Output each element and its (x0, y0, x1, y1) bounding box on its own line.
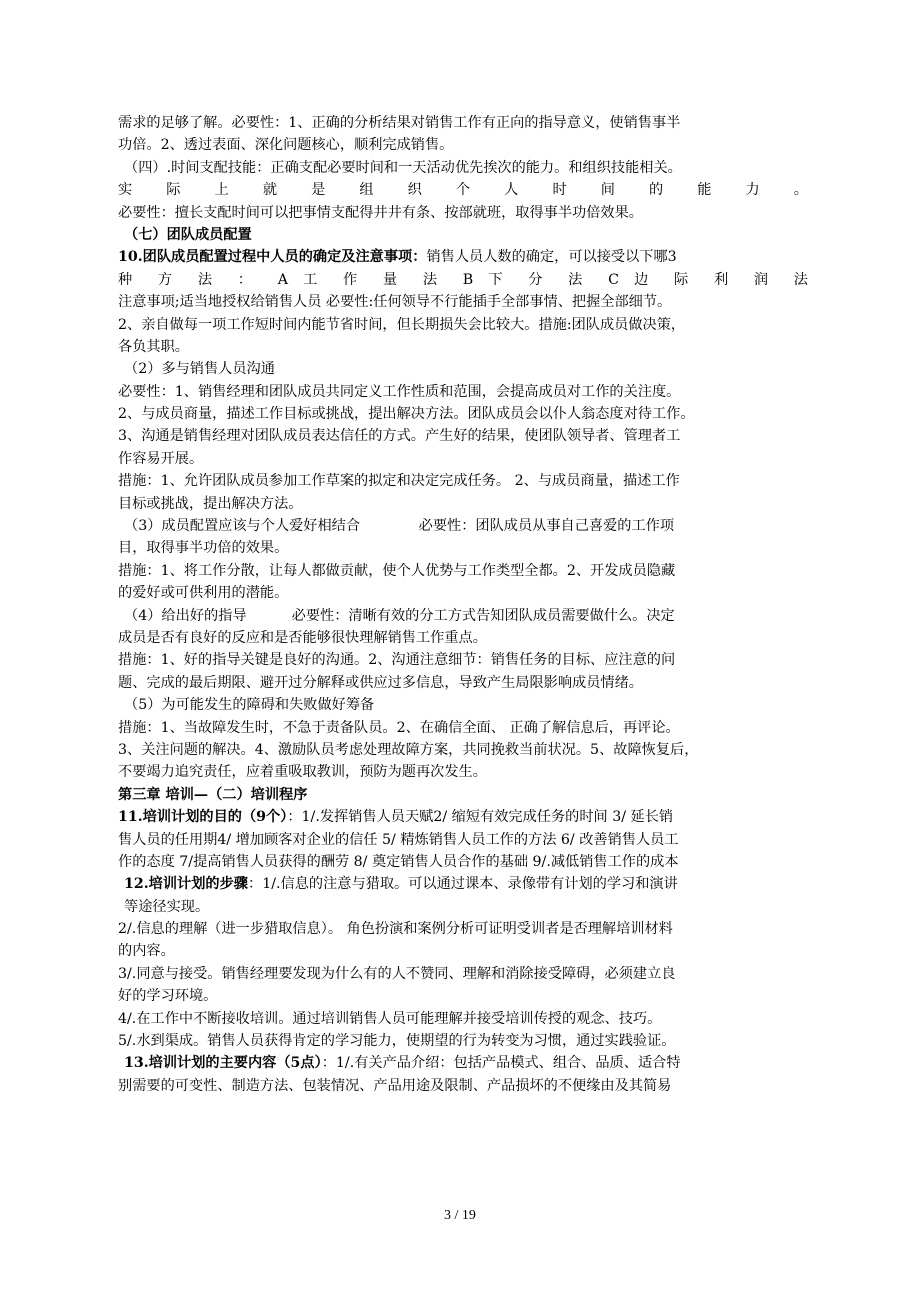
text-line: 作容易开展。 (118, 450, 204, 467)
text-line: 不要竭力追究责任，应着重吸取教训，预防为题再次发生。 (118, 764, 487, 781)
text-line (118, 873, 808, 895)
text-line: 作的态度 7/提高销售人员获得的酬劳 8/ 奠定销售人员合作的基础 9/.减低销售工作的成本 (118, 853, 679, 870)
text-line: 措施：1、将工作分散，让每人都做贡献，使个人优势与工作类型全都。2、开发成员隐藏 (118, 562, 676, 579)
item-text: ：1/.发挥销售人员天赋2/ 缩短有效完成任务的时间 3/ 延长销 (287, 809, 674, 826)
text-line: 必要性：1、销售经理和团队成员共同定义工作性质和范围，会提高成员对工作的关注度。 (118, 383, 681, 400)
text-line (118, 806, 808, 828)
text-line: 成员是否有良好的反应和是否能够很快理解销售工作重点。 (118, 629, 487, 646)
text-line: 3、关注问题的解决。4、激励队员考虑处理故障方案，共同挽救当前状况。5、故障恢复后， (118, 741, 699, 758)
text-line: 5/.水到渠成。销售人员获得肯定的学习能力，使期望的行为转变为习惯，通过实践验证。 (118, 1033, 676, 1050)
text-line: （5）为可能发生的障碍和失败做好筹备 (124, 697, 375, 714)
text-line: 必要性：擅长支配时间可以把事情支配得井井有条、按部就班，取得事半功倍效果。 (118, 204, 643, 221)
text-line: （四）.时间支配技能：正确支配必要时间和一天活动优先挨次的能力。和组织技能相关。 (124, 159, 682, 176)
text-line: 3/.同意与接受。销售经理要发现为什么有的人不赞同、理解和消除接受障碍，必须建立良 (118, 965, 676, 982)
text-line: 措施：1、允许团队成员参加工作草案的拟定和决定完成任务。 2、与成员商量，描述工作 (118, 473, 680, 490)
text-line: 需求的足够了解。必要性：1、正确的分析结果对销售工作有正向的指导意义，使销售事半 (118, 115, 681, 131)
text-line (118, 246, 808, 268)
item-heading: 11.培训计划的目的（9个） (118, 809, 288, 826)
text-line: 实 际 上 就 是 组 织 个 人 时 间 的 能 力 。 (118, 182, 808, 199)
chapter-heading: 第三章 培训—（二）培训程序 (118, 786, 308, 803)
page-number: 3 / 19 (444, 1208, 476, 1223)
text-line: 目，取得事半功倍的效果。 (118, 540, 289, 557)
text-line: （3）成员配置应该与个人爱好相结合 必要性：团队成员从事自己喜爱的工作项 (124, 518, 675, 535)
text-line: 的爱好或可供利用的潜能。 (118, 585, 289, 602)
document-body (118, 112, 808, 1097)
text-line: 题、完成的最后期限、避开过分解释或供应过多信息，导致产生局限影响成员情绪。 (118, 674, 643, 691)
text-line: 种 方 法 ： A 工 作 量 法 B 下 分 法 C 边 际 利 润 法 (118, 271, 808, 288)
item-text: 销售人员人数的确定，可以接受以下哪3 (426, 249, 677, 266)
text-line: 各负其职。 (118, 338, 189, 355)
text-line: （2）多与销售人员沟通 (124, 361, 275, 378)
text-line: 等途径实现。 (124, 898, 210, 915)
item-text: ：1/.信息的注意与猎取。可以通过课本、录像带有计划的学习和演讲 (248, 876, 678, 893)
section-heading: （七）团队成员配置 (124, 226, 252, 243)
text-line: 的内容。 (118, 943, 175, 960)
text-line: 3、沟通是销售经理对团队成员表达信任的方式。产生好的结果，使团队领导者、管理者工 (118, 428, 681, 445)
text-line: 好的学习环境。 (118, 988, 218, 1005)
text-line: 目标或挑战，提出解决方法。 (118, 495, 303, 512)
text-line: 措施：1、当故障发生时，不急于责备队员。2、在确信全面、 正确了解信息后，再评论。 (118, 719, 680, 736)
text-line: 2、亲自做每一项工作短时间内能节省时间，但长期损失会比较大。措施:团队成员做决策， (118, 316, 686, 333)
text-line: 功倍。2、透过表面、深化问题核心，顺利完成销售。 (118, 137, 454, 154)
text-line: 措施：1、好的指导关键是良好的沟通。2、沟通注意细节：销售任务的目标、应注意的问 (118, 652, 676, 669)
item-heading: 13.培训计划的主要内容（5点） (124, 1055, 322, 1072)
text-line: 别需要的可变性、制造方法、包装情况、产品用途及限制、产品损坏的不便缘由及其简易 (118, 1077, 672, 1094)
text-line: 注意事项;适当地授权给销售人员 必要性:任何领导不行能插手全部事情、把握全部细节。 (118, 294, 672, 311)
item-text: ：1/.有关产品介绍：包括产品模式、组合、品质、适合特 (321, 1055, 681, 1072)
item-heading: 12.培训计划的步骤 (124, 876, 248, 893)
text-line: 售人员的任用期4/ 增加顾客对企业的信任 5/ 精炼销售人员工作的方法 6/ 改善销售人员工 (118, 831, 679, 848)
text-line (118, 1052, 808, 1074)
text-line: 2/.信息的理解（进一步猎取信息）。 角色扮演和案例分析可证明受训者是否理解培训材料 (118, 921, 673, 938)
item-heading: 10.团队成员配置过程中人员的确定及注意事项： (118, 249, 427, 266)
text-line: （4）给出好的指导 必要性：清晰有效的分工方式告知团队成员需要做什么。决定 (124, 607, 675, 624)
text-line: 2、与成员商量，描述工作目标或挑战，提出解决方法。团队成员会以仆人翁态度对待工作。 (118, 406, 695, 423)
text-line: 4/.在工作中不断接收培训。通过培训销售人员可能理解并接受培训传授的观念、技巧。 (118, 1010, 662, 1027)
